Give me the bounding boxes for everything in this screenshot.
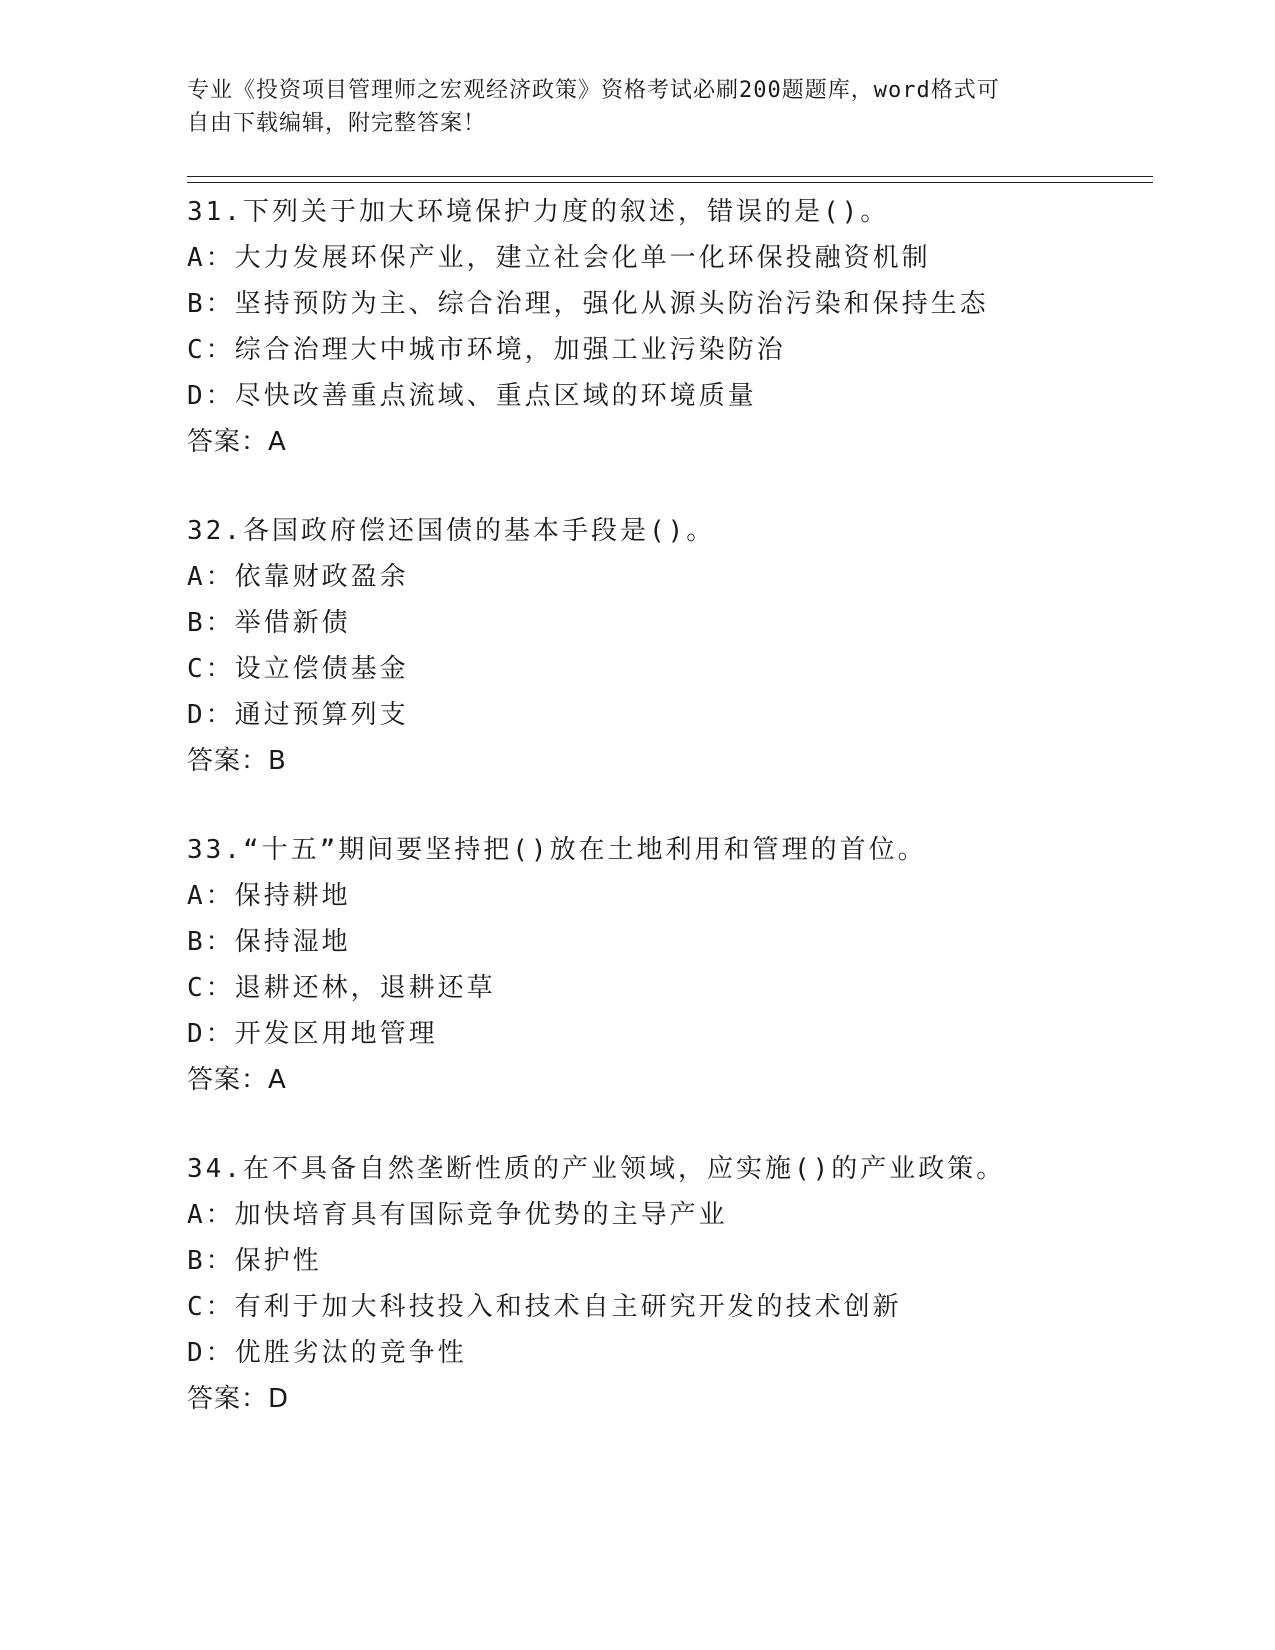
question-stem: 33.“十五”期间要坚持把()放在土地利用和管理的首位。 bbox=[187, 835, 927, 865]
option-b: B：坚持预防为主、综合治理，强化从源头防治污染和保持生态 bbox=[187, 289, 989, 319]
option-c: C：设立偿债基金 bbox=[187, 654, 409, 684]
answer: 答案：B bbox=[187, 746, 287, 776]
option-b: B：举借新债 bbox=[187, 608, 351, 638]
header-divider-top bbox=[187, 176, 1153, 177]
option-a: A：保持耕地 bbox=[187, 881, 351, 911]
document-header bbox=[187, 74, 1087, 140]
option-d: D：尽快改善重点流域、重点区域的环境质量 bbox=[187, 381, 757, 411]
question-stem: 32.各国政府偿还国债的基本手段是()。 bbox=[187, 516, 716, 546]
answer: 答案：A bbox=[187, 427, 287, 457]
header-line-2: 自由下载编辑，附完整答案！ bbox=[187, 111, 487, 136]
option-b: B：保持湿地 bbox=[187, 927, 351, 957]
question-stem: 34.在不具备自然垄断性质的产业领域，应实施()的产业政策。 bbox=[187, 1154, 1006, 1184]
answer: 答案：D bbox=[187, 1384, 290, 1414]
option-c: C：退耕还林，退耕还草 bbox=[187, 973, 496, 1003]
header-line-1: 专业《投资项目管理师之宏观经济政策》资格考试必刷200题题库，word格式可 bbox=[187, 78, 1000, 103]
option-c: C：综合治理大中城市环境，加强工业污染防治 bbox=[187, 335, 786, 365]
question-33 bbox=[187, 827, 1167, 1103]
question-31 bbox=[187, 189, 1167, 465]
question-34 bbox=[187, 1146, 1167, 1422]
option-b: B：保护性 bbox=[187, 1246, 322, 1276]
question-32 bbox=[187, 508, 1167, 784]
option-d: D：通过预算列支 bbox=[187, 700, 409, 730]
header-divider-bottom bbox=[187, 182, 1153, 183]
question-stem: 31.下列关于加大环境保护力度的叙述，错误的是()。 bbox=[187, 197, 890, 227]
option-a: A：大力发展环保产业，建立社会化单一化环保投融资机制 bbox=[187, 243, 931, 273]
option-d: D：开发区用地管理 bbox=[187, 1019, 438, 1049]
option-d: D：优胜劣汰的竞争性 bbox=[187, 1338, 467, 1368]
answer: 答案：A bbox=[187, 1065, 287, 1095]
option-a: A：依靠财政盈余 bbox=[187, 562, 409, 592]
option-a: A：加快培育具有国际竞争优势的主导产业 bbox=[187, 1200, 728, 1230]
option-c: C：有利于加大科技投入和技术自主研究开发的技术创新 bbox=[187, 1292, 902, 1322]
